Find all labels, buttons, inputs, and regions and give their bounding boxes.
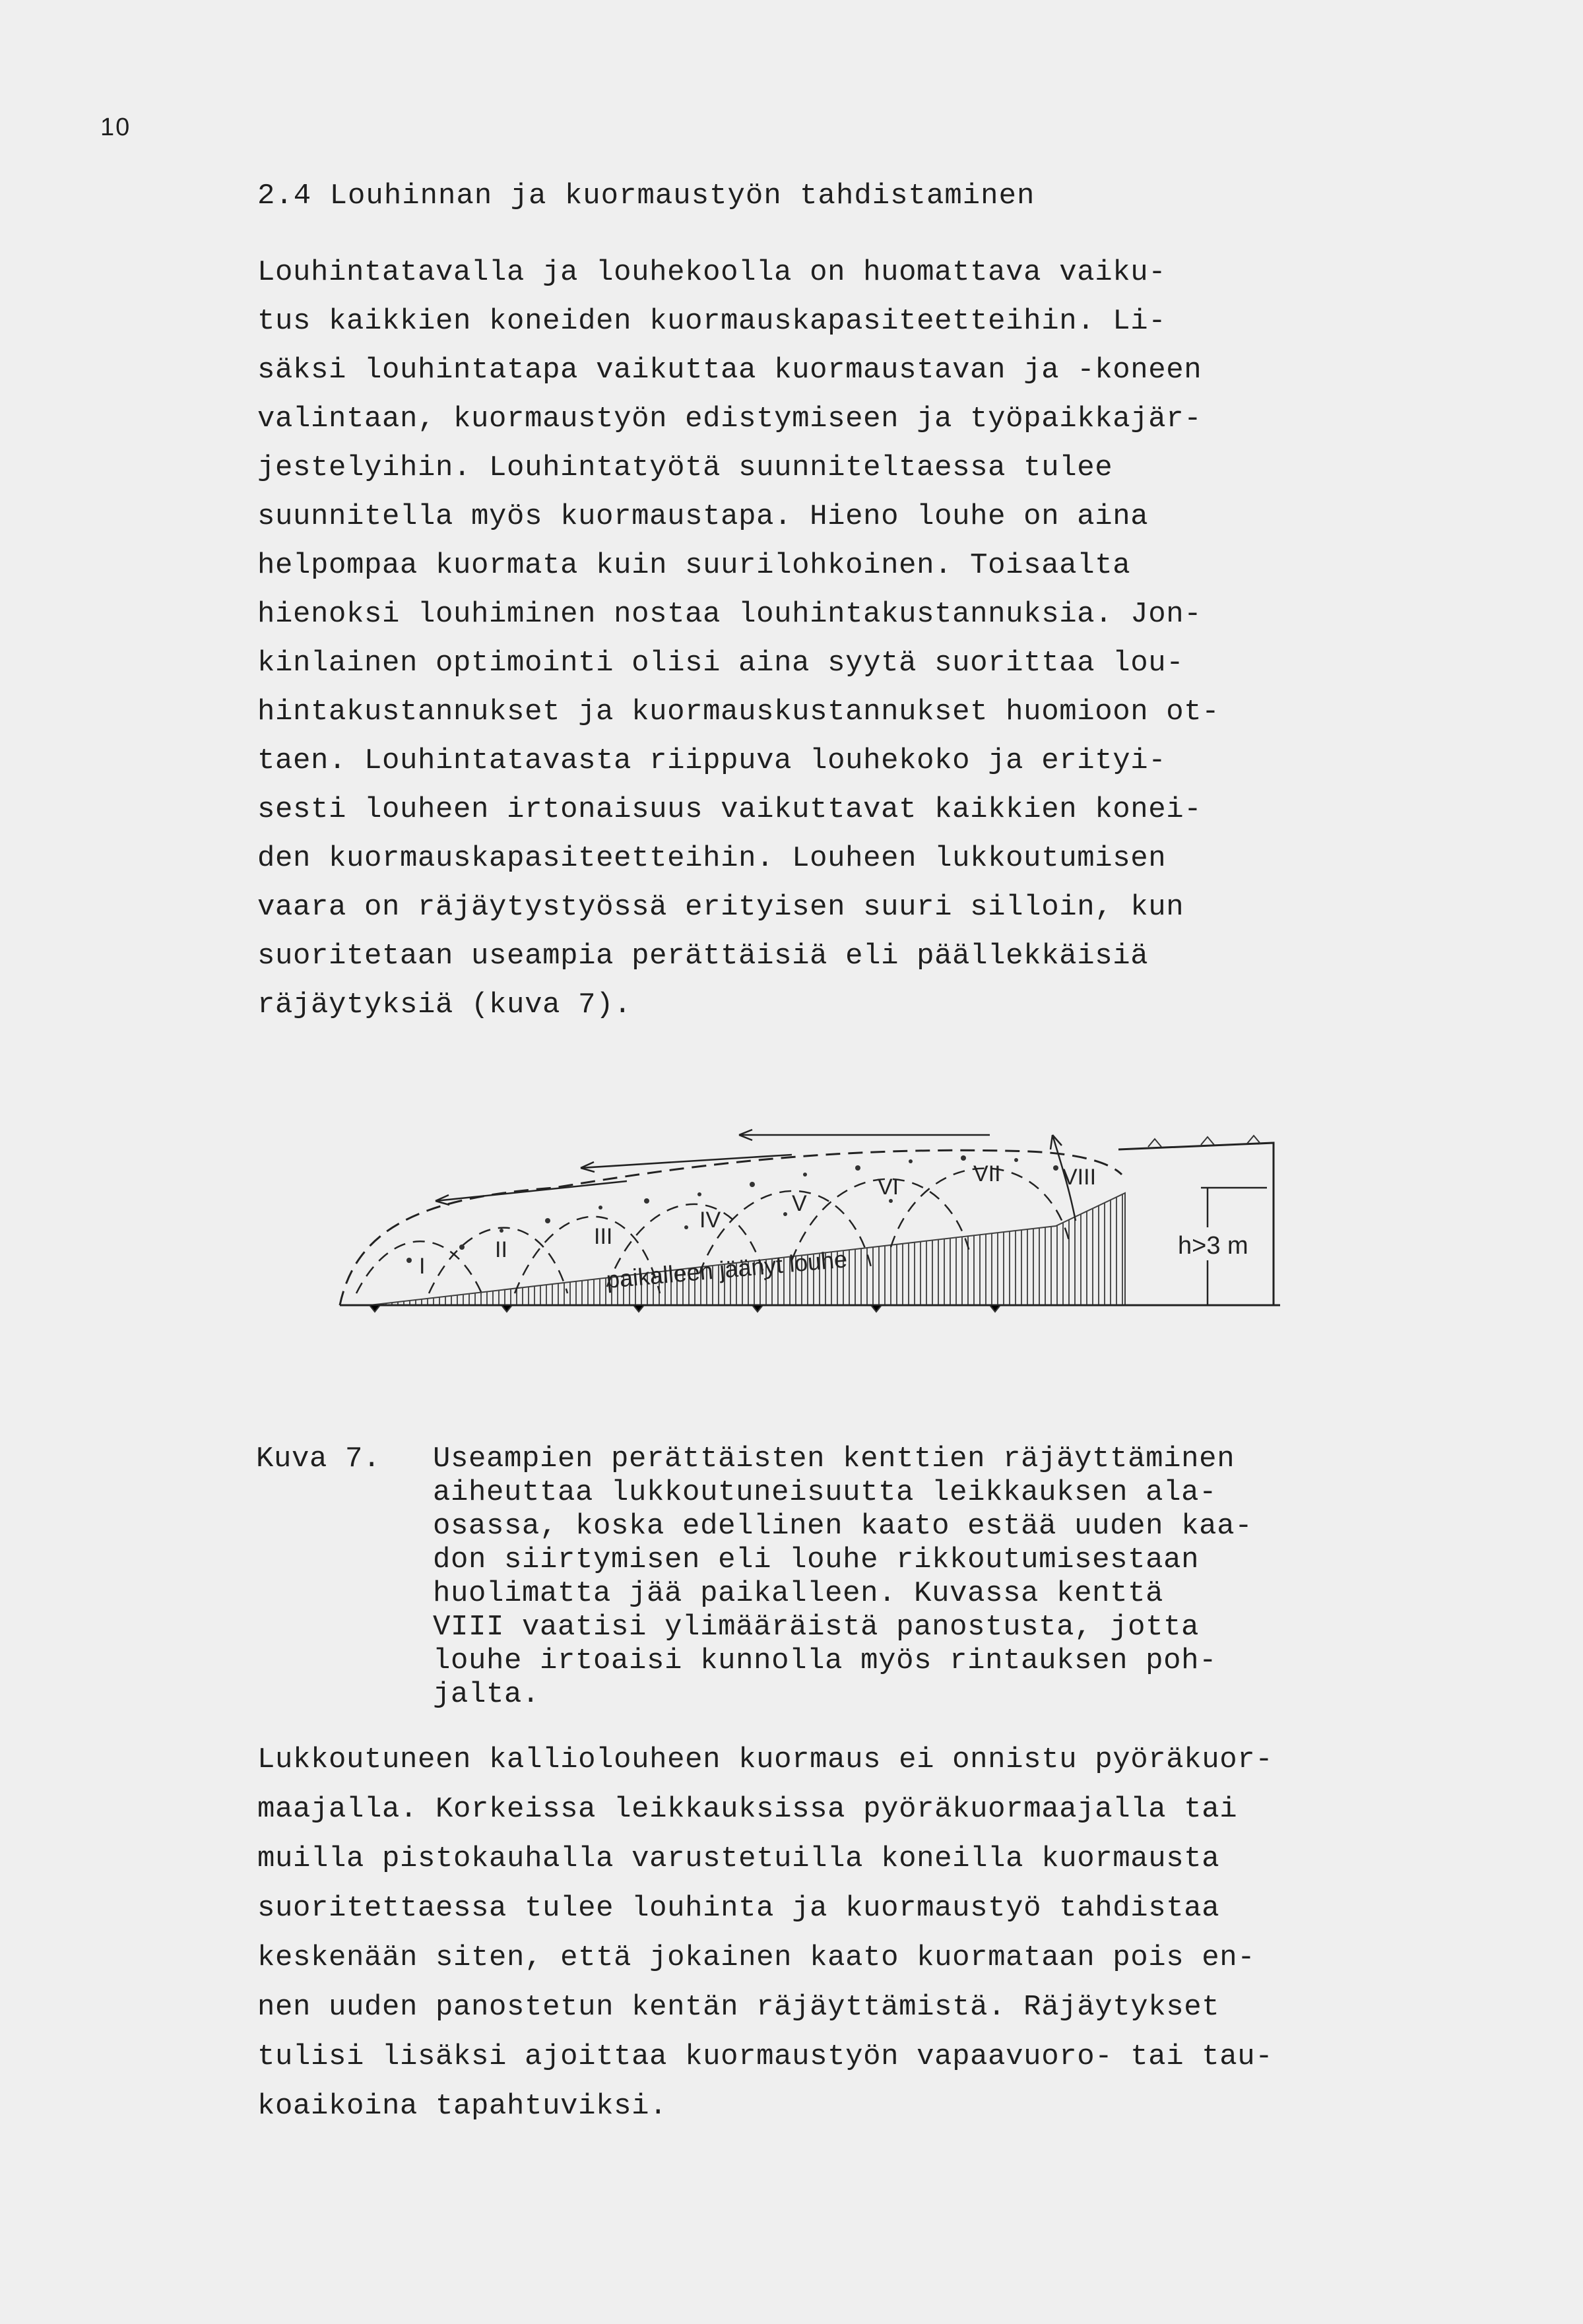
caption-line: jalta. <box>433 1678 540 1711</box>
text-line: kinlainen optimointi olisi aina syytä suorittaa lou- <box>257 647 1184 680</box>
text-line: tulisi lisäksi ajoittaa kuormaustyön vapaavuoro- tai tau- <box>257 2040 1274 2073</box>
text-line: maajalla. Korkeissa leikkauksissa pyöräkuormaajalla tai <box>257 1793 1238 1826</box>
text-line: jestelyihin. Louhintatyötä suunniteltaessa tulee <box>257 451 1113 484</box>
text-line: vaara on räjäytystyössä erityisen suuri silloin, kun <box>257 891 1184 924</box>
field-label-8: VIII <box>1062 1165 1097 1190</box>
blast-fields-diagram <box>330 1095 1307 1333</box>
field-label-7: VII <box>973 1161 1001 1186</box>
text-line: suunnitella myös kuormaustapa. Hieno louhe on aina <box>257 500 1149 533</box>
caption-line: Useampien perättäisten kenttien räjäyttäminen <box>433 1442 1235 1475</box>
page-number: 10 <box>100 113 131 141</box>
field-label-1: I <box>419 1254 426 1279</box>
text-line: den kuormauskapasiteetteihin. Louheen lukkoutumisen <box>257 842 1167 875</box>
paragraph-1 <box>257 248 1219 1029</box>
text-line: hintakustannukset ja kuormauskustannukset huomioon ot- <box>257 695 1220 728</box>
text-line: helpompaa kuormata kuin suurilohkoinen. Toisaalta <box>257 549 1131 582</box>
text-line: muilla pistokauhalla varustetuilla koneilla kuormausta <box>257 1842 1220 1875</box>
text-line: Lukkoutuneen kalliolouheen kuormaus ei onnistu pyöräkuor- <box>257 1743 1274 1776</box>
text-line: räjäytyksiä (kuva 7). <box>257 988 632 1021</box>
field-label-5: V <box>792 1191 807 1216</box>
text-line: koaikoina tapahtuviksi. <box>257 2090 668 2123</box>
section-heading: 2.4 Louhinnan ja kuormaustyön tahdistaminen <box>257 179 1035 212</box>
caption-line: VIII vaatisi ylimääräistä panostusta, jotta <box>433 1611 1200 1644</box>
rock-face <box>1118 1143 1274 1305</box>
text-line: suoritettaessa tulee louhinta ja kuormaustyö tahdistaa <box>257 1892 1220 1925</box>
caption-line: aiheuttaa lukkoutuneisuutta leikkauksen ala- <box>433 1476 1217 1509</box>
figure-caption <box>433 1442 1252 1712</box>
text-line: sesti louheen irtonaisuus vaikuttavat kaikkien konei- <box>257 793 1202 826</box>
paragraph-2 <box>257 1735 1273 2131</box>
field-label-2: II <box>495 1237 507 1262</box>
text-line: suoritetaan useampia perättäisiä eli päällekkäisiä <box>257 940 1149 973</box>
figure-caption-label: Kuva 7. <box>256 1442 381 1475</box>
text-line: hienoksi louhiminen nostaa louhintakustannuksia. Jon- <box>257 598 1202 631</box>
caption-line: osassa, koska edellinen kaato estää uuden kaa- <box>433 1510 1253 1543</box>
text-line: valintaan, kuormaustyön edistymiseen ja työpaikkajär- <box>257 403 1202 436</box>
field-label-6: VI <box>878 1175 899 1200</box>
caption-line: louhe irtoaisi kunnolla myös rintauksen poh- <box>433 1644 1217 1677</box>
height-label: h>3 m <box>1178 1232 1248 1260</box>
field-label-4: IV <box>699 1208 721 1233</box>
text-line: keskenään siten, että jokainen kaato kuormataan pois en- <box>257 1941 1256 1974</box>
text-line: säksi louhintatapa vaikuttaa kuormaustavan ja -koneen <box>257 354 1202 387</box>
caption-line: huolimatta jää paikalleen. Kuvassa kenttä <box>433 1577 1164 1610</box>
blast-fields-figure <box>330 1095 1307 1333</box>
remaining-rock-label: paikalleen jäänyt louhe <box>605 1245 849 1293</box>
text-line: taen. Louhintatavasta riippuva louhekoko ja erityi- <box>257 744 1167 777</box>
field-label-3: III <box>594 1224 613 1249</box>
text-line: nen uuden panostetun kentän räjäyttämistä. Räjäytykset <box>257 1991 1220 2024</box>
caption-line: don siirtymisen eli louhe rikkoutumisestaan <box>433 1543 1200 1576</box>
text-line: Louhintatavalla ja louhekoolla on huomattava vaiku- <box>257 256 1167 289</box>
text-line: tus kaikkien koneiden kuormauskapasiteetteihin. Li- <box>257 305 1167 338</box>
remaining-rock-zone <box>370 1193 1125 1305</box>
